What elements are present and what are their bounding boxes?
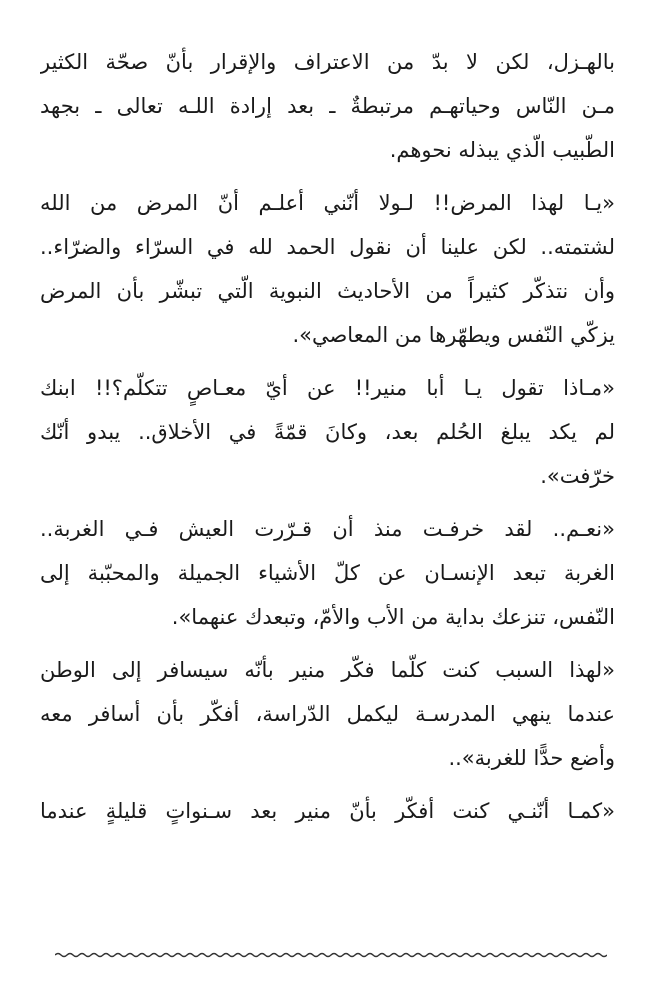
text-line: خرّفت». (540, 464, 615, 488)
paragraph (40, 507, 615, 639)
text-line: عندما ينهي المدرسـة ليكمل الدّراسة، أفكّر بأن أسافر معه (40, 702, 615, 726)
paragraph (40, 648, 615, 780)
book-page (40, 40, 615, 833)
paragraph (40, 181, 615, 357)
text-line: لم يكد يبلغ الحُلم بعد، وكانَ قمّةً في الأخلاق.. يبدو أنّك (40, 420, 615, 444)
text-line: مـن النّاس وحياتهـم مرتبطةٌ ـ بعد إرادة اللـه تعالى ـ بجهد (40, 94, 615, 118)
text-line: بالهـزل، لكن لا بدّ من الاعتراف والإقرار بأنّ صحّة الكثير (40, 50, 615, 74)
text-line: «مـاذا تقول يـا أبا منير!! عن أيّ معـاصٍ تتكلّم؟!! ابنك (40, 376, 615, 400)
text-line: «يـا لهذا المرض!! لـولا أنّني أعلـم أنّ المرض من الله (40, 191, 615, 215)
text-line: وأن نتذكّر كثيراً من الأحاديث النبوية الّتي تبشّر بأن المرض (40, 279, 615, 303)
text-line: الغربة تبعد الإنسـان عن كلّ الأشياء الجميلة والمحبّبة إلى (40, 561, 615, 585)
text-line: النّفس، تنزعك بداية من الأب والأمّ، وتبعدك عنهما». (171, 605, 615, 629)
text-line: الطّبيب الّذي يبذله نحوهم. (389, 138, 615, 162)
text-line: «كمـا أنّنـي كنت أفكّر بأنّ منير بعد سـنواتٍ قليلةٍ عندما (40, 799, 615, 823)
wavy-divider (55, 948, 607, 962)
text-line: «نعـم.. لقد خرفـت منذ أن قـرّرت العيش فـي الغربة.. (40, 517, 615, 541)
text-line: وأضع حدًّا للغربة».. (448, 746, 615, 770)
text-line: يزكّي النّفس ويطهّرها من المعاصي». (292, 323, 615, 347)
paragraph (40, 789, 615, 833)
text-line: لشتمته.. لكن علينا أن نقول الحمد لله في السرّاء والضرّاء.. (40, 235, 615, 259)
paragraph (40, 366, 615, 498)
text-line: «لهذا السبب كنت كلّما فكّر منير بأنّه سيسافر إلى الوطن (40, 658, 615, 682)
paragraph (40, 40, 615, 172)
